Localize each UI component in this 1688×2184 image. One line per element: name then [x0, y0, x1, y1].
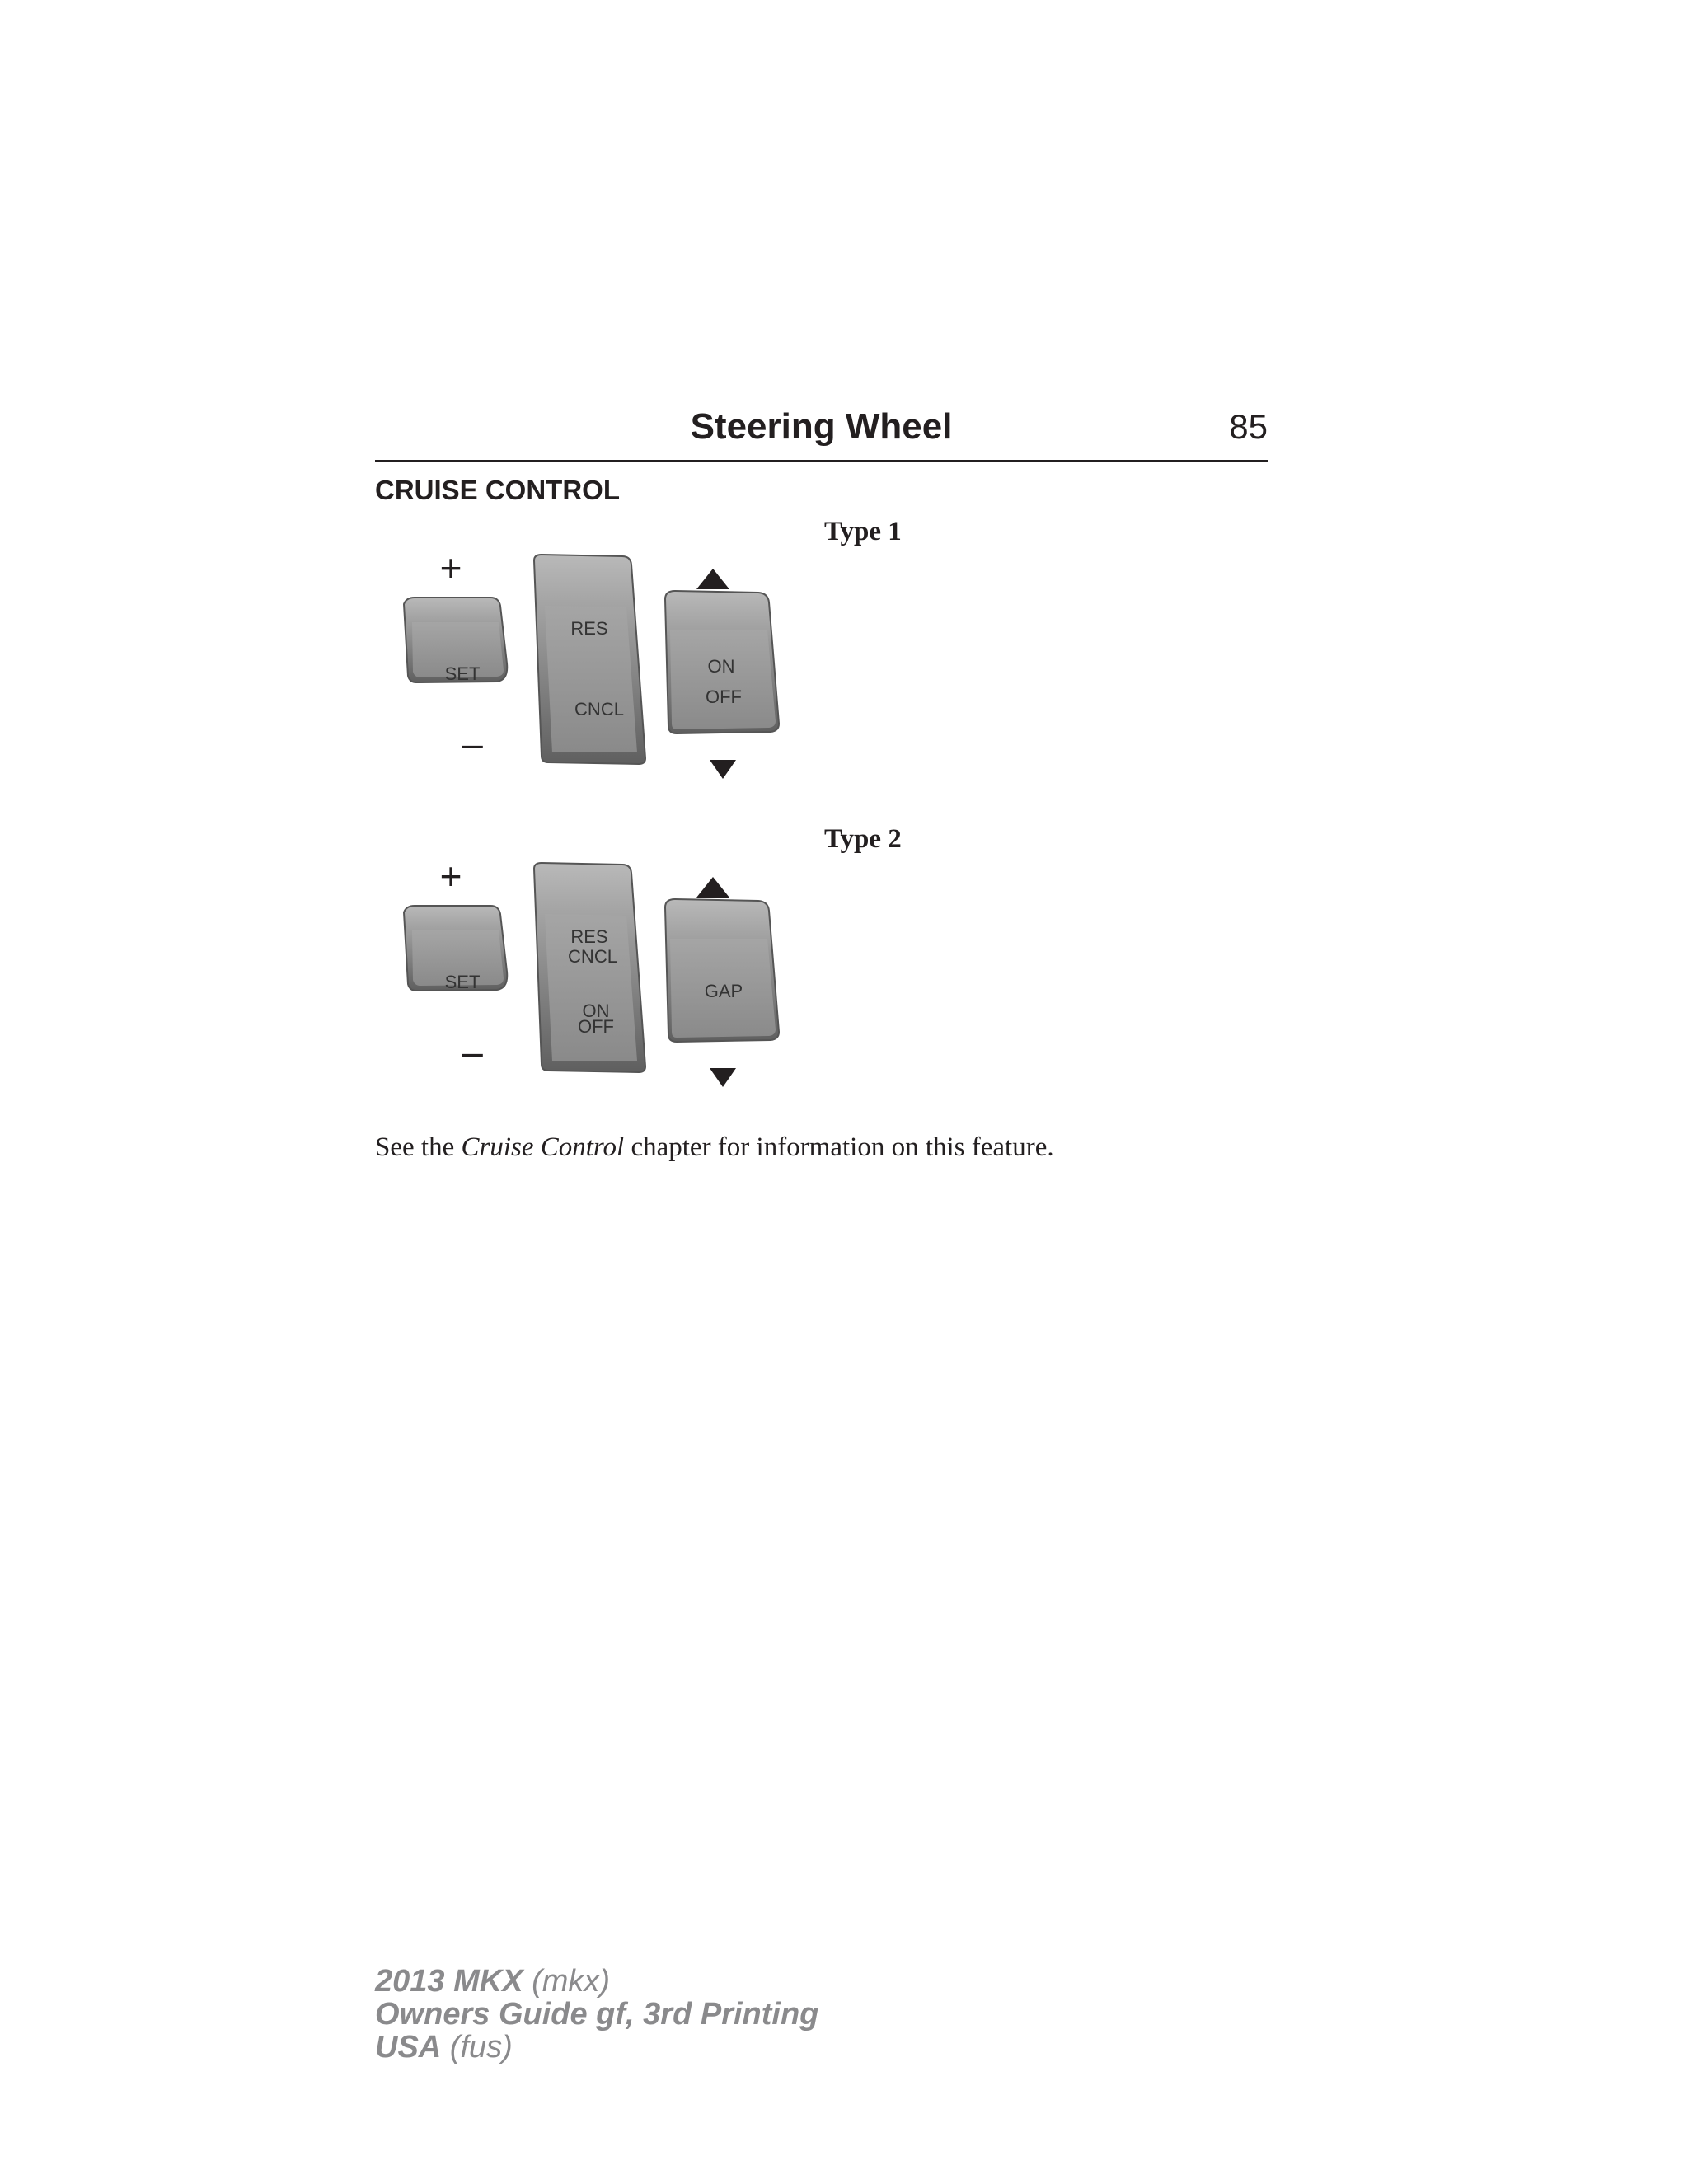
page-number: 85 [1229, 407, 1268, 446]
gap-label: GAP [704, 981, 743, 1001]
off-label: OFF [706, 687, 742, 707]
section-heading: CRUISE CONTROL [375, 475, 620, 505]
set-label: SET [444, 663, 481, 684]
plus-icon: + [439, 548, 462, 589]
res-label: RES [570, 926, 608, 947]
on-off-button[interactable] [665, 591, 779, 733]
set-button[interactable] [404, 598, 507, 684]
footer-market-code: (fus) [449, 2030, 513, 2064]
footer [375, 1965, 818, 2064]
type-2-figure [383, 856, 795, 1104]
plus-icon: + [439, 856, 462, 898]
arrow-up-icon [696, 569, 729, 589]
set-button[interactable] [404, 906, 507, 992]
on-label: ON [582, 1001, 610, 1021]
minus-icon: – [462, 1030, 483, 1073]
page-header [375, 402, 1268, 462]
type-2-label: Type 2 [824, 824, 902, 854]
page-title: Steering Wheel [690, 406, 953, 447]
footer-model: 2013 MKX [375, 1964, 523, 1999]
type-1-label: Type 1 [824, 517, 902, 546]
cncl-label: CNCL [568, 946, 617, 967]
footer-model-code: (mkx) [532, 1964, 611, 1999]
body-prefix: See the [375, 1132, 462, 1162]
res-cncl-button[interactable] [534, 555, 645, 764]
res-cncl-on-off-button[interactable] [534, 863, 645, 1072]
gap-button[interactable] [665, 899, 779, 1042]
footer-guide: Owners Guide gf, 3rd Printing [375, 1997, 819, 2032]
footer-market: USA [375, 2030, 442, 2064]
body-paragraph [375, 1131, 1054, 1164]
off-label: OFF [578, 1016, 614, 1037]
res-label: RES [570, 618, 608, 639]
arrow-up-icon [696, 877, 729, 898]
cruise-control-reference: Cruise Control [461, 1132, 625, 1162]
type-1-figure [383, 548, 795, 795]
arrow-down-icon [710, 760, 736, 779]
cncl-label: CNCL [574, 699, 624, 719]
arrow-down-icon [710, 1068, 736, 1087]
set-label: SET [444, 972, 481, 992]
on-label: ON [707, 656, 735, 677]
body-suffix: chapter for information on this feature. [624, 1132, 1054, 1162]
minus-icon: – [462, 722, 483, 765]
